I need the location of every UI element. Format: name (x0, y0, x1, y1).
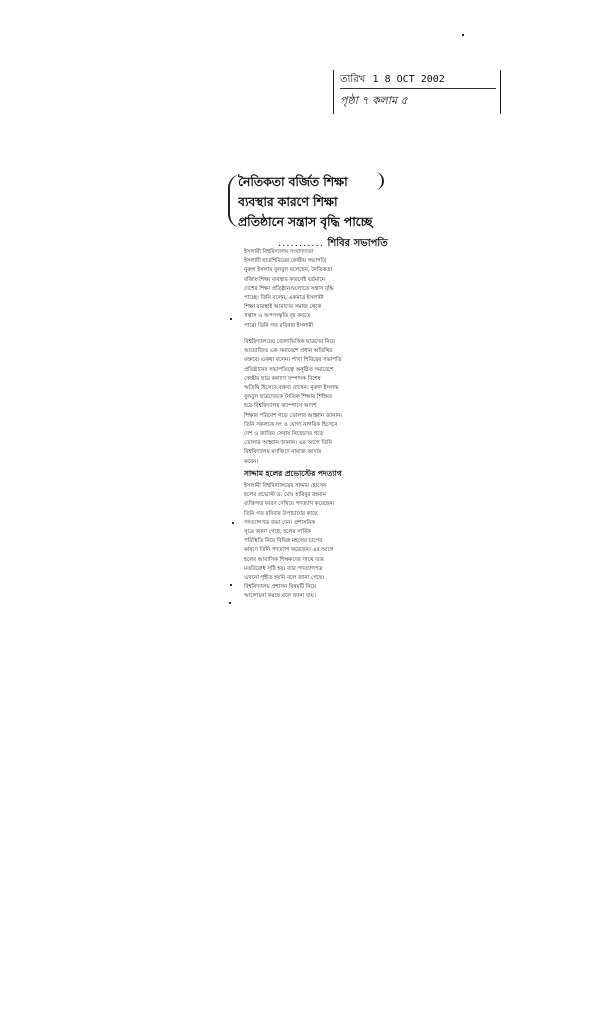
body-line: শিক্ষার পরিবেশ গড়ে তোলার আহ্বান জানান। (244, 412, 343, 419)
stamp-date-value: 1 8 OCT 2002 (372, 74, 445, 85)
body-line: করেন। (244, 458, 259, 465)
body-line: ইসলামী বিশ্ববিদ্যালয়ের সাদ্দাম হোসেন (244, 483, 327, 489)
body-line: পরিস্থিতি নিয়ে বিভিন্ন মহলের চাপের (244, 538, 323, 545)
body-line: এখনো গৃহীত হয়নি বলে জানা গেছে। (244, 575, 325, 582)
body-line: বিশ্ববিদ্যালয়ের জেলাভিত্তিক ছাত্রদের নিয়ে (244, 339, 336, 345)
headline (238, 172, 386, 232)
stamp-page-value: ৭ কলাম ৫ (361, 94, 408, 107)
body-line: হয়ে বিশ্ববিদ্যালয় ক্যাম্পাসে আদর্শ (244, 403, 317, 410)
scan-speck (230, 584, 232, 586)
body-line: কেন্দ্রীয় ছাত্র কল্যাণ সম্পাদক বিশেষ (244, 375, 321, 382)
body-line: দেশ ও জাতির সেবায় নিজেদের গড়ে (244, 431, 324, 438)
body-line: তোলার আহ্বান জানান। এর আগে তিনি (244, 440, 332, 447)
body-line: পারে। তিনি গত রবিবার ইসলামী (244, 322, 314, 329)
speck (462, 34, 464, 36)
body-line: অতিথি হিসেবে বক্তব্য রাখেন। নুরুল ইসলাম (244, 385, 339, 392)
body-line: শিক্ষা ব্যবস্থাই আমাদের সমাজ থেকে (244, 304, 322, 311)
body-line: ব্যক্তিগত কারণ দেখিয়ে পদত্যাগ করেছেন। (244, 501, 335, 508)
date-stamp (333, 70, 501, 114)
paragraph-1 (244, 248, 386, 331)
body-line: হলের আবাসিক শিক্ষকদের সাথে তার (244, 556, 324, 563)
stamp-date-label: তারিখ (340, 74, 366, 85)
body-line: কারণে তিনি পদত্যাগ করেছেন। এর আগে (244, 547, 334, 554)
body-line: দেশের শিক্ষা প্রতিষ্ঠানগুলোতে সন্ত্রাস বৃদ্ধি (244, 285, 334, 292)
body-line: আয়োজিত এক সমাবেশে প্রধান অতিথির (244, 348, 333, 355)
stamp-page-label: পৃষ্ঠা (340, 94, 358, 107)
headline-line: প্রতিষ্ঠানে সন্ত্রাস বৃদ্ধি পাচ্ছে (238, 214, 373, 229)
body-line: পদত্যাগপত্র জমা দেন। প্রশাসনিক (244, 519, 316, 526)
body-line: নুরুল ইসলাম বুলবুল বলেছেন, নৈতিকতা (244, 267, 332, 274)
body-line: মতবিরোধ সৃষ্টি হয়। তার পদত্যাগপত্র (244, 565, 323, 572)
body-line: বিশ্ববিদ্যালয় প্রশাসন বিষয়টি নিয়ে (244, 584, 317, 591)
body-line: পাচ্ছে। তিনি বলেন, একমাত্র ইসলামী (244, 295, 324, 302)
scan-speck (229, 602, 231, 604)
stamp-page-row (340, 92, 496, 110)
body-line: বিশ্ববিদ্যালয় মসজিদে নামাজ আদায় (244, 449, 322, 456)
stamp-date-row (340, 72, 496, 89)
body-line: সন্ত্রাস ও অপসংস্কৃতি দূর করতে (244, 313, 311, 320)
scan-speck (232, 522, 234, 524)
body-line: বক্তব্যে একথা বলেন। শাখা শিবিরের সভাপতি (244, 357, 342, 364)
paragraph-3 (244, 482, 386, 602)
newspaper-clipping (226, 166, 386, 606)
body-line: প্রতিষ্ঠানের সভাপতিত্বে অনুষ্ঠিত সমাবেশে (244, 366, 334, 373)
body-line: ইসলামী ছাত্রশিবিরের কেন্দ্রীয় সভাপতি (244, 258, 327, 265)
headline-line: ব্যবস্থার কারণে শিক্ষা (238, 194, 338, 209)
subheading: সাদ্দাম হলের প্রভোস্টের পদত্যাগ (244, 469, 342, 478)
body-line: আলোচনা করছে বলে জানা যায়। (244, 593, 316, 600)
headline-line: নৈতিকতা বর্জিত শিক্ষা (238, 174, 348, 189)
body-line: তিনি গত রবিবার উপাচার্যের কাছে (244, 510, 318, 517)
byline-text: শিবির সভাপতি (327, 238, 388, 249)
body-line: বুলবুল ছাত্রদেরকে নৈতিক শিক্ষায় শিক্ষিত (244, 394, 332, 401)
scan-speck (230, 318, 232, 320)
body-line: ইসলামী বিশ্ববিদ্যালয় সংবাদদাতা (244, 249, 314, 255)
body-line: বর্জিত শিক্ষা ব্যবস্থার কারণেই বর্তমানে (244, 276, 326, 283)
body-line: হলের প্রভোস্ট ড. মোঃ হাবিবুর রহমান (244, 492, 326, 499)
paragraph-2 (244, 338, 386, 467)
body-line: সূত্রে জানা গেছে, হলের সার্বিক (244, 529, 311, 536)
byline-dots: ........... (278, 238, 324, 249)
body-line: তিনি সকলকে সৎ ও যোগ্য নাগরিক হিসেবে (244, 421, 338, 428)
